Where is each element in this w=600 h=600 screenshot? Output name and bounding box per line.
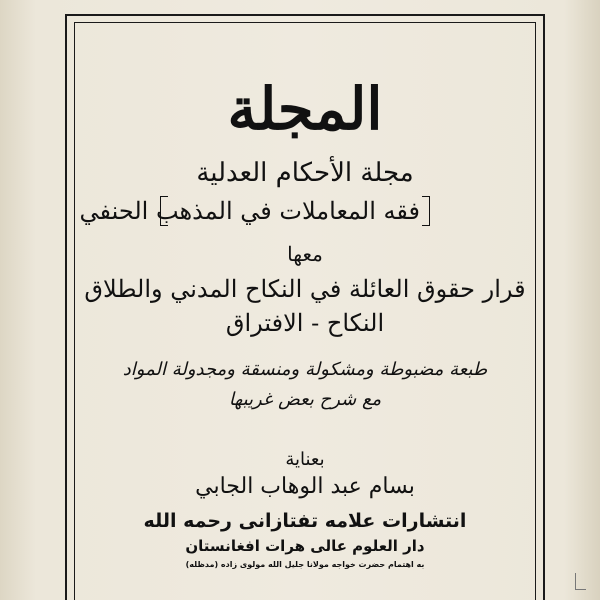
publisher-location: دار العلوم عالی هرات افغانستان: [185, 537, 425, 555]
publisher-supervision-note: به اهتمام حضرت خواجه مولانا جلیل الله مولوی زاده (مدظله): [185, 560, 425, 569]
edition-description-line-2: مع شرح بعض غريبها: [228, 389, 382, 410]
bracketed-subject: فقه المعاملات في المذهب الحنفي: [79, 197, 420, 225]
book-subtitle: مجلة الأحكام العدلية: [196, 158, 414, 188]
care-of-label: بعناية: [285, 449, 325, 470]
edition-description-line-1: طبعة مضبوطة ومشكولة ومنسقة ومجدولة المواد: [122, 359, 488, 380]
page-corner-mark: [575, 573, 586, 590]
bracketed-subject-box: [79, 192, 430, 232]
publisher-name: انتشارات علامه تفتازانی رحمه الله: [143, 510, 467, 532]
appended-law-line-2: النكاح - الافتراق: [225, 309, 385, 337]
book-title: المجلة: [227, 75, 383, 143]
with-label: معها: [287, 242, 323, 266]
right-bracket: [422, 196, 430, 226]
editor-name: بسام عبد الوهاب الجابي: [195, 474, 415, 499]
appended-law-line-1: قرار حقوق العائلة في النكاح المدني والطلاق: [84, 275, 526, 303]
